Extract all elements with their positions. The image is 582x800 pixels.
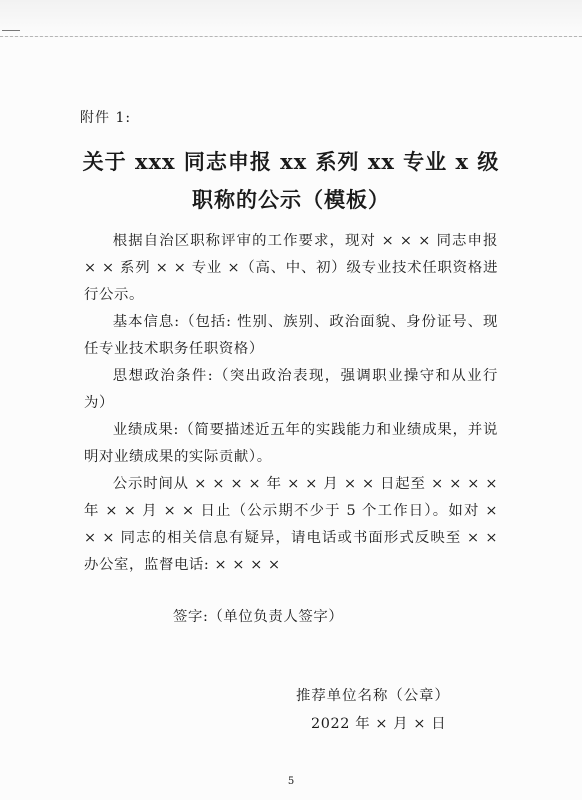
- paragraph-achievements: 业绩成果:（简要描述近五年的实践能力和业绩成果，并说明对业绩成果的实际贡献）。: [84, 422, 498, 465]
- paragraph-basic-info: 基本信息:（包括: 性别、族别、政治面貌、身份证号、现任专业技术职务任职资格）: [84, 314, 498, 357]
- signature-line: 签字:（单位负责人签字）: [173, 609, 344, 625]
- document-title-line-1: 关于 xxx 同志申报 xx 系列 xx 专业 x 级: [82, 149, 500, 174]
- document-title-line-2: 职称的公示（模板）: [192, 187, 390, 212]
- document-date: 2022 年 × 月 × 日: [311, 716, 447, 732]
- annex-label: 附件 1:: [80, 110, 132, 126]
- paragraph-political: 思想政治条件:（突出政治表现，强调职业操守和从业行为）: [84, 368, 498, 411]
- recommending-unit: 推荐单位名称（公章）: [296, 688, 450, 704]
- paragraph-publicity-period: 公示时间从 × × × × 年 × × 月 × × 日起至 × × × × 年 × × 月 × × 日止（公示期不少于 5 个工作日）。如对 × × × 同志的相关信息有疑异，请电话或书面形式反映至 × × 办公室，监督电话: × × × ×: [84, 476, 498, 573]
- scan-top-edge: [0, 0, 582, 37]
- page-number: 5: [287, 776, 295, 787]
- paragraph-intro: 根据自治区职称评审的工作要求，现对 × × × 同志申报 × × 系列 × × 专业 ×（高、中、初）级专业技术任职资格进行公示。: [84, 233, 498, 303]
- document-body: [84, 228, 498, 579]
- scan-edge-mark: [2, 30, 20, 31]
